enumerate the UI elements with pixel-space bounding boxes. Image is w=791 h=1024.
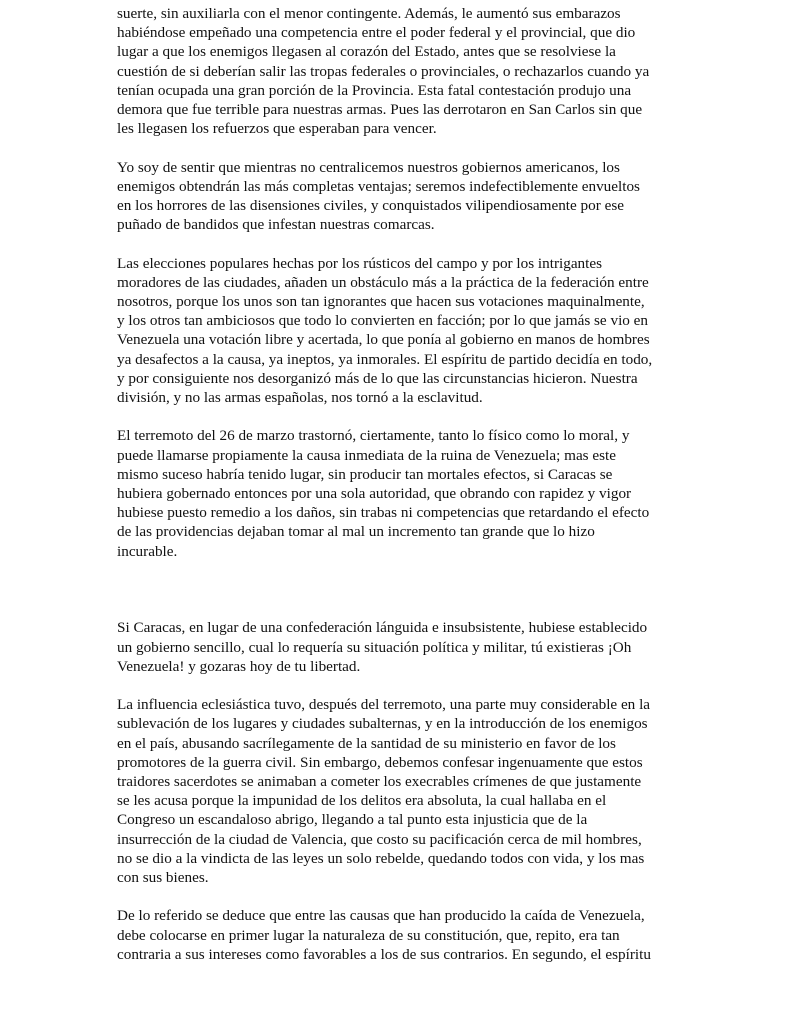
- text-line: hubiera gobernado entonces por una sola autoridad, que obrando con rapidez y vigor: [117, 485, 632, 503]
- paragraph-3: [117, 254, 677, 408]
- text-line: habiéndose empeñado una competencia entre el poder federal y el provincial, que dio: [117, 24, 636, 42]
- text-line: se les acusa porque la impunidad de los delitos era absoluta, la cual hallaba en el: [117, 792, 607, 810]
- text-line: Si Caracas, en lugar de una confederación lánguida e insubsistente, hubiese establecido: [117, 619, 648, 637]
- text-line: hubiese puesto remedio a los daños, sin trabas ni competencias que retardando el efecto: [117, 504, 650, 522]
- text-line: De lo referido se deduce que entre las causas que han producido la caída de Venezuela,: [117, 907, 645, 925]
- text-line: división, y no las armas españolas, nos tornó a la esclavitud.: [117, 389, 483, 407]
- paragraph-2: [117, 158, 677, 235]
- text-line: Yo soy de sentir que mientras no centralicemos nuestros gobiernos americanos, los: [117, 158, 620, 176]
- text-line: promotores de la guerra civil. Sin embargo, debemos confesar ingenuamente que estos: [117, 753, 643, 771]
- paragraph-4: [117, 426, 677, 560]
- document-page: [117, 4, 677, 983]
- text-line: les llegasen los refuerzos que esperaban para vencer.: [117, 120, 437, 138]
- text-line: en los horrores de las disensiones civiles, y conquistados vilipendiosamente por ese: [117, 197, 624, 215]
- text-line: con sus bienes.: [117, 869, 209, 887]
- section-gap: [117, 580, 677, 618]
- text-line: un gobierno sencillo, cual lo requería su situación política y militar, tú existieras ¡Oh: [117, 638, 632, 656]
- paragraph-5: [117, 618, 677, 676]
- paragraph-7: [117, 906, 677, 964]
- text-line: en el país, abusando sacrílegamente de la santidad de su ministerio en favor de los: [117, 734, 616, 752]
- text-line: cuestión de si deberían salir las tropas federales o provinciales, o rechazarlos cuando ya: [117, 62, 650, 80]
- text-line: debe colocarse en primer lugar la naturaleza de su constitución, que, repito, era tan: [117, 926, 620, 944]
- text-line: puede llamarse propiamente la causa inmediata de la ruina de Venezuela; mas este: [117, 446, 616, 464]
- text-line: contraria a sus intereses como favorables a los de sus contrarios. En segundo, el espíritu: [117, 945, 651, 963]
- text-line: tenían ocupada una gran porción de la Provincia. Esta fatal contestación produjo una: [117, 81, 632, 99]
- text-line: enemigos obtendrán las más completas ventajas; seremos indefectiblemente envueltos: [117, 177, 640, 195]
- text-line: ya desafectos a la causa, ya ineptos, ya inmorales. El espíritu de partido decidía en todo,: [117, 350, 653, 368]
- text-line: de las providencias dejaban tomar al mal un incremento tan grande que lo hizo: [117, 523, 595, 541]
- text-line: El terremoto del 26 de marzo trastornó, ciertamente, tanto lo físico como lo moral, y: [117, 427, 630, 445]
- text-line: suerte, sin auxiliarla con el menor contingente. Además, le aumentó sus embarazos: [117, 5, 621, 22]
- text-line: Congreso un escandaloso abrigo, llegando a tal punto esta injusticia que de la: [117, 811, 588, 829]
- paragraph-6: [117, 695, 677, 887]
- text-line: mismo suceso habría tenido lugar, sin producir tan mortales efectos, si Caracas se: [117, 465, 613, 483]
- text-line: nosotros, porque los unos son tan ignorantes que hacen sus votaciones maquinalmente,: [117, 293, 645, 311]
- text-line: traidores sacerdotes se animaban a cometer los execrables crímenes de que justamente: [117, 773, 642, 791]
- text-line: La influencia eclesiástica tuvo, después del terremoto, una parte muy considerable en la: [117, 696, 651, 714]
- text-line: Venezuela una votación libre y acertada, lo que ponía al gobierno en manos de hombres: [117, 331, 650, 349]
- text-line: demora que fue terrible para nuestras armas. Pues las derrotaron en San Carlos sin que: [117, 101, 643, 119]
- text-line: y los otros tan ambiciosos que todo lo convierten en facción; por lo que jamás se vio en: [117, 312, 649, 330]
- text-line: Las elecciones populares hechas por los rústicos del campo y por los intrigantes: [117, 254, 603, 272]
- text-line: insurrección de la ciudad de Valencia, que costo su pacificación cerca de mil hombres,: [117, 830, 642, 848]
- text-line: sublevación de los lugares y ciudades subalternas, y en la introducción de los enemigos: [117, 715, 648, 733]
- text-line: Venezuela! y gozaras hoy de tu libertad.: [117, 657, 361, 675]
- text-line: moradores de las ciudades, añaden un obstáculo más a la práctica de la federación entre: [117, 273, 649, 291]
- text-line: y por consiguiente nos desorganizó más de lo que las circunstancias hicieron. Nuestra: [117, 369, 638, 387]
- text-line: puñado de bandidos que infestan nuestras comarcas.: [117, 216, 435, 234]
- text-line: lugar a que los enemigos llegasen al corazón del Estado, antes que se resolviese la: [117, 43, 616, 61]
- text-line: incurable.: [117, 542, 178, 560]
- text-line: no se dio a la vindicta de las leyes un solo rebelde, quedando todos con vida, y los mas: [117, 849, 645, 867]
- paragraph-1: [117, 4, 677, 138]
